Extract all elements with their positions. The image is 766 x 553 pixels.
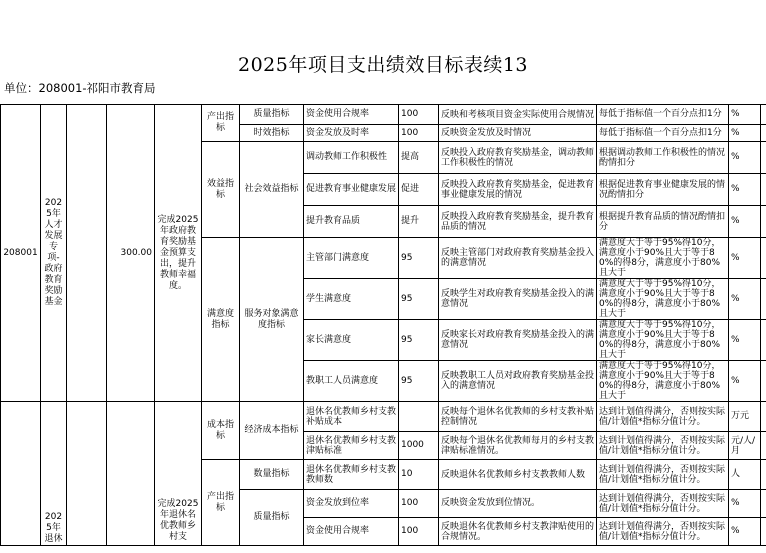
indicator-name: 主管部门满意度: [304, 238, 399, 279]
indicator-description: 反映每个退休名优教师的乡村支教补贴控制情况: [439, 402, 597, 432]
indicator-name: 调动教师工作积极性: [304, 142, 399, 174]
scoring-rule: 达到计划值得满分，否则按实际值/计划值*指标分值计分。: [597, 432, 729, 460]
scoring-rule: 每低于指标值一个百分点扣1分: [597, 105, 729, 125]
performance-table: [0, 104, 766, 546]
indicator-name: 提升教育品质: [304, 206, 399, 238]
indicator-description: 反映资金发放及时情况: [439, 125, 597, 142]
indicator-value: 提高: [399, 142, 439, 174]
indicator-level1: 成本指标: [202, 402, 240, 460]
unit-label: 单位：208001-祁阳市教育局: [4, 81, 156, 95]
indicator-unit: %: [729, 490, 761, 518]
scoring-rule: 根据提升教育品质的情况酌情扣分: [597, 206, 729, 238]
indicator-level1: 效益指标: [202, 142, 240, 238]
indicator-unit: 元/人/月: [729, 432, 761, 460]
indicator-value: [399, 402, 439, 432]
indicator-level2: 社会效益指标: [240, 142, 304, 238]
indicator-value: 100: [399, 105, 439, 125]
indicator-name: 资金使用合规率: [304, 518, 399, 546]
indicator-name: 退休名优教师乡村支教教师数: [304, 460, 399, 490]
indicator-description: 反映退休名优教师乡村支教教师人数: [439, 460, 597, 490]
indicator-description: 反映主管部门对政府教育奖励基金投入的满意情况: [439, 238, 597, 279]
indicator-name: 资金发放到位率: [304, 490, 399, 518]
indicator-unit: %: [729, 518, 761, 546]
page-title: 2025年项目支出绩效目标表续13: [237, 54, 529, 76]
indicator-unit: %: [729, 320, 761, 361]
indicator-description: 反映退休名优教师乡村支教津贴使用的合规情况。: [439, 518, 597, 546]
indicator-unit: %: [729, 174, 761, 206]
table-row: [1, 105, 766, 125]
indicator-level1: 满意度指标: [202, 238, 240, 402]
indicator-unit: 人: [729, 460, 761, 490]
scoring-rule: 每低于指标值一个百分点扣1分: [597, 125, 729, 142]
scoring-rule: 达到计划值得满分，否则按实际值/计划值*指标分值计分。: [597, 402, 729, 432]
indicator-level2: 数量指标: [240, 460, 304, 490]
indicator-name: 教职工人员满意度: [304, 361, 399, 402]
indicator-value: 10: [399, 460, 439, 490]
indicator-level2: 质量指标: [240, 105, 304, 125]
table-row: [1, 402, 766, 432]
scoring-rule: 达到计划值得满分，否则按实际值/计划值*指标分值计分。: [597, 518, 729, 546]
indicator-unit: %: [729, 361, 761, 402]
indicator-value: 提升: [399, 206, 439, 238]
project-goal: 完成2025年退休名优教师乡村支: [155, 402, 202, 546]
scoring-rule: 根据促进教育事业健康发展的情况酌情扣分: [597, 174, 729, 206]
indicator-unit: %: [729, 206, 761, 238]
scoring-rule: 满意度大于等于95%得10分，满意度小于90%且大于等于80%的得8分，满意度小于80%且大于: [597, 320, 729, 361]
indicator-value: 95: [399, 238, 439, 279]
indicator-value: 促进: [399, 174, 439, 206]
indicator-value: 100: [399, 125, 439, 142]
indicator-unit: %: [729, 238, 761, 279]
indicator-name: 促进教育事业健康发展: [304, 174, 399, 206]
indicator-level1: 产出指标: [202, 460, 240, 546]
project-goal: 完成2025年政府教育奖励基金预算支出，提升教师幸福度。: [155, 105, 202, 402]
indicator-level2: 经济成本指标: [240, 402, 304, 460]
indicator-description: 反映每个退休名优教师每月的乡村支教津贴标准情况。: [439, 432, 597, 460]
indicator-value: 100: [399, 518, 439, 546]
indicator-unit: %: [729, 125, 761, 142]
scoring-rule: 达到计划值得满分，否则按实际值/计划值*指标分值计分。: [597, 490, 729, 518]
indicator-name: 学生满意度: [304, 279, 399, 320]
indicator-value: 95: [399, 279, 439, 320]
indicator-value: 1000: [399, 432, 439, 460]
indicator-unit: 万元: [729, 402, 761, 432]
indicator-description: 反映资金发放到位情况。: [439, 490, 597, 518]
indicator-description: 反映学生对政府教育奖励基金投入的满意情况: [439, 279, 597, 320]
indicator-description: 反映和考核项目资金实际使用合规情况: [439, 105, 597, 125]
scoring-rule: 满意度大于等于95%得10分，满意度小于90%且大于等于80%的得8分，满意度小于80%且大于: [597, 238, 729, 279]
indicator-value: 95: [399, 361, 439, 402]
scoring-rule: 达到计划值得满分，否则按实际值/计划值*指标分值计分。: [597, 460, 729, 490]
indicator-name: 资金使用合规率: [304, 105, 399, 125]
indicator-name: 资金发放及时率: [304, 125, 399, 142]
indicator-name: 退休名优教师乡村支教津贴标准: [304, 432, 399, 460]
indicator-name: 家长满意度: [304, 320, 399, 361]
scoring-rule: 根据调动教师工作积极性的情况酌情扣分: [597, 142, 729, 174]
indicator-description: 反映投入政府教育奖励基金，调动教师工作积极性的情况: [439, 142, 597, 174]
project-amount: 300.00: [107, 105, 155, 402]
indicator-description: 反映投入政府教育奖励基金，促进教育事业健康发展的情况: [439, 174, 597, 206]
indicator-level2: 服务对象满意度指标: [240, 238, 304, 402]
indicator-level2: 时效指标: [240, 125, 304, 142]
indicator-description: 反映教职工人员对政府教育奖励基金投入的满意情况: [439, 361, 597, 402]
indicator-level1: 产出指标: [202, 105, 240, 142]
indicator-description: 反映投入政府教育奖励基金，提升教育品质的情况: [439, 206, 597, 238]
indicator-name: 退休名优教师乡村支教补贴成本: [304, 402, 399, 432]
project-name: 2025年人才发展专项-政府教育奖励基金: [41, 105, 67, 402]
indicator-value: 95: [399, 320, 439, 361]
indicator-unit: %: [729, 142, 761, 174]
project-name: 2025年退休: [41, 402, 67, 546]
scoring-rule: 满意度大于等于95%得10分，满意度小于90%且大于等于80%的得8分，满意度小于80%且大于: [597, 361, 729, 402]
indicator-level2: 质量指标: [240, 490, 304, 546]
scoring-rule: 满意度大于等于95%得10分，满意度小于90%且大于等于80%的得8分，满意度小于80%且大于: [597, 279, 729, 320]
indicator-unit: %: [729, 105, 761, 125]
indicator-unit: %: [729, 279, 761, 320]
project-code: 208001: [1, 105, 41, 402]
indicator-value: 100: [399, 490, 439, 518]
indicator-description: 反映家长对政府教育奖励基金投入的满意情况: [439, 320, 597, 361]
